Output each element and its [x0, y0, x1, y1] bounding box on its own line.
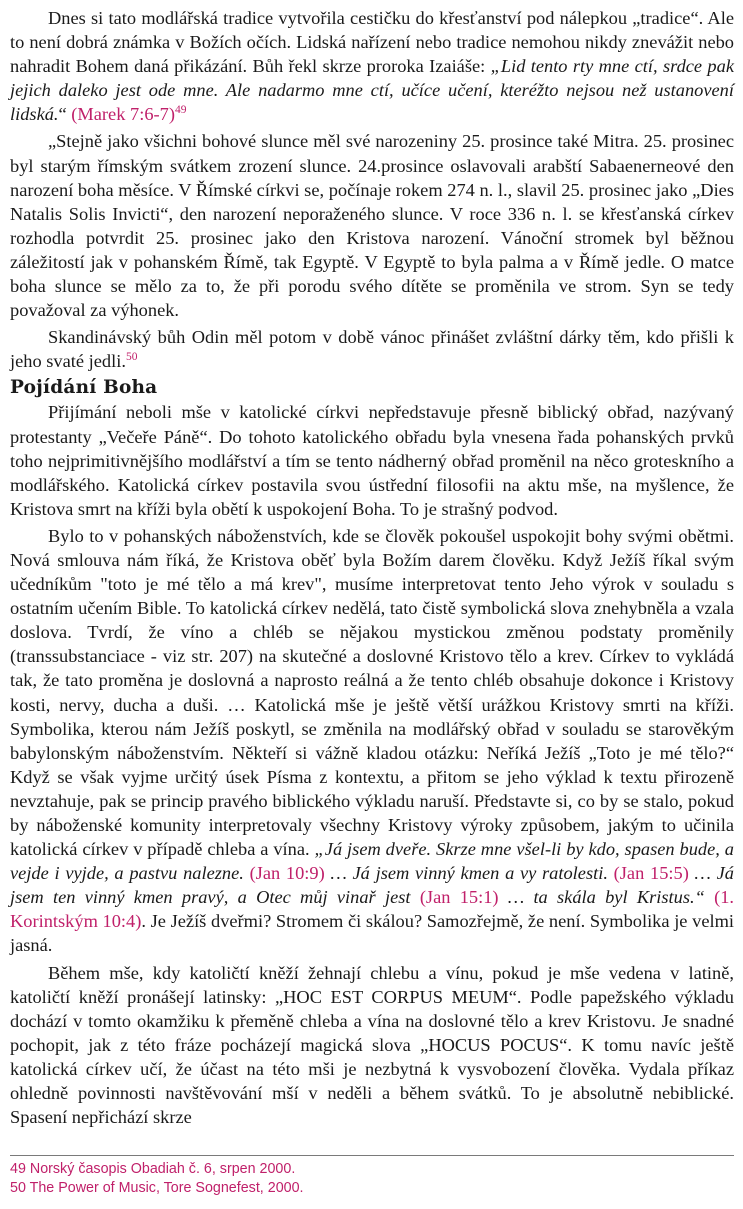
section-heading: Pojídání Boha [10, 377, 158, 399]
footnote-divider [10, 1155, 734, 1156]
paragraph-5 [10, 524, 734, 958]
quote-john-15-5: … Já jsem vinný kmen a vy ratolesti. [330, 863, 608, 884]
paragraph-1 [10, 6, 734, 126]
bible-reference: (Jan 15:5) [613, 863, 689, 884]
footnote-49: 49 Norský časopis Obadiah č. 6, srpen 2000. [10, 1161, 296, 1177]
bible-reference: (1. Korintským 10:4) [10, 887, 735, 932]
quote-close: “ [694, 887, 715, 908]
bible-reference: (Jan 10:9) [249, 863, 325, 884]
quote-close: “ [58, 104, 72, 125]
paragraph-5-end: . Je Ježíš dveřmi? Stromem či skálou? Samozřejmě, že není. Symbolika je velmi jasná. [10, 911, 735, 956]
quote-john-10-9: „Já jsem dveře. Skrze mne všel-li by kdo, spasen bude, a vejde i vyjde, a pastvu nalezne. [10, 839, 734, 884]
bible-reference: (Marek 7:6-7) [71, 104, 175, 125]
paragraph-4: Přijímání neboli mše v katolické církvi nepředstavuje přesně biblický obřad, nazývaný protestanty „Večeře Páně“. Do tohoto katolického obřadu byla vnesena řada pohanských prvků toho nejprimitivnějšího modlářství a tím se tento nádherný obřad proměnil na něco groteskního a modlářského. Katolická církev postavila svou ústřední filosofii na aktu mše, na myšlence, že Kristova smrt na kříži byla obětí k uspokojení Boha. To je strašný podvod. [10, 402, 734, 519]
paragraph-3 [10, 325, 734, 373]
bible-reference: (Jan 15:1) [419, 887, 499, 908]
footnote-marker-50: 50 [125, 351, 138, 364]
footnote-50: 50 The Power of Music, Tore Sognefest, 2000. [10, 1180, 304, 1196]
footnote-marker-49: 49 [174, 104, 187, 117]
quote-corinthians: … ta skála byl Kristus. [507, 887, 695, 908]
document-body [10, 6, 734, 1129]
paragraph-6: Během mše, kdy katoličtí kněží žehnají chlebu a vínu, pokud je mše vedena v latině, katoličtí kněží pronášejí latinsky: „HOC EST CORPUS MEUM“. Podle papežského výkladu dochází v tomto okamžiku k přeměně chleba a vína na doslovné tělo a krev Kristovu. Je snadné pochopit, jak z této fráze pocházejí magická slova „HOCUS POCUS“. K tomu navíc ještě katolická církev učí, že účast na této mši je nezbytná k vysvobození člověka. Vydala příkaz ohledně povinnosti navštěvování mší v neděli a během svátků. To je absolutně nebiblické. Spasení nepřichází skrze [10, 962, 734, 1128]
isaiah-quote: „Lid tento rty mne ctí, srdce pak jejich daleko jest ode mne. Ale nadarmo mne ctí, učíce učení, kteréžto nejsou než ustanovení lidská. [10, 56, 734, 125]
paragraph-3-text: Skandinávský bůh Odin měl potom v době vánoc přinášet zvláštní dárky těm, kdo přišli k jeho svaté jedli. [10, 327, 734, 372]
quote-john-15-1: … Já jsem ten vinný kmen pravý, a Otec můj vinař jest [10, 863, 734, 908]
footnotes [10, 1160, 734, 1198]
paragraph-5-text: Bylo to v pohanských náboženstvích, kde se člověk pokoušel uspokojit bohy svými obětmi. Nová smlouva nám říká, že Kristova oběť byla Božím darem člověku. Když Ježíš říkal svým učedníkům "toto je mé tělo a má krev", musíme interpretovat tento Jeho výrok v souladu s ostatním učením Bible. To katolická církev nedělá, tato čistě symbolická slova znehybněla a vzala doslova. Tvrdí, že víno a chléb se nějakou mystickou změnou podstaty proměnily (transsubstanciace - viz str. 207) na skutečné a doslovné Kristovo tělo a krev. Církev to vykládá tak, že tato proměna je doslovná a naprosto reálná a že tento chléb obsahuje dokonce i Kristovy kosti, nervy, ducha a duši. … Katolická mše je ještě větší urážkou Kristovy smrti na kříži. Symbolika, kterou nám Ježíš poskytl, se změnila na modlářský obřad v souladu se starověkým babylonským náboženstvím. Někteří si vážně kladou otázku: Neříká Ježíš „Toto je mé tělo?“ Když se však vyjme určitý úsek Písma z kontextu, a přitom se jeho výklad k textu přirozeně nevztahuje, pak se princip pravého biblického výkladu naruší. Představte si, co by se stalo, pokud by náboženské komunity interpretovaly všechny Kristovy výroky způsobem, jakým to učinila katolická církev v případě chleba a vína. [10, 525, 734, 860]
paragraph-1-text: Dnes si tato modlářská tradice vytvořila cestičku do křesťanství pod nálepkou „tradice“. Ale to není dobrá známka v Božích očích. Lidská nařízení nebo tradice nemohou nikdy znevážit nebo nahradit Bohem daná přikázání. Bůh řekl skrze proroka Izaiáše: [10, 8, 734, 77]
paragraph-2: „Stejně jako všichni bohové slunce měl své narozeniny 25. prosince také Mitra. 25. prosinec byl starým římským svátkem zrození slunce. 24.prosince oslavovali arabští Sabaenerneové den narození boha měsíce. V Římské církvi se, počínaje rokem 274 n. l., slavil 25. prosinec jako „Dies Natalis Solis Invicti“, den narození neporaženého slunce. V roce 336 n. l. se křesťanská církev rozhodla potvrdit 25. prosinec jako den Kristova narození. Vánoční stromek byl běžnou záležitostí jak v pohanském Římě, tak Egyptě. V Egyptě to byla palma a v Římě jedle. O matce boha slunce se mělo za to, že při porodu svého dítěte se proměnila ve strom. Syn se tedy považoval za výhonek. [10, 131, 734, 321]
